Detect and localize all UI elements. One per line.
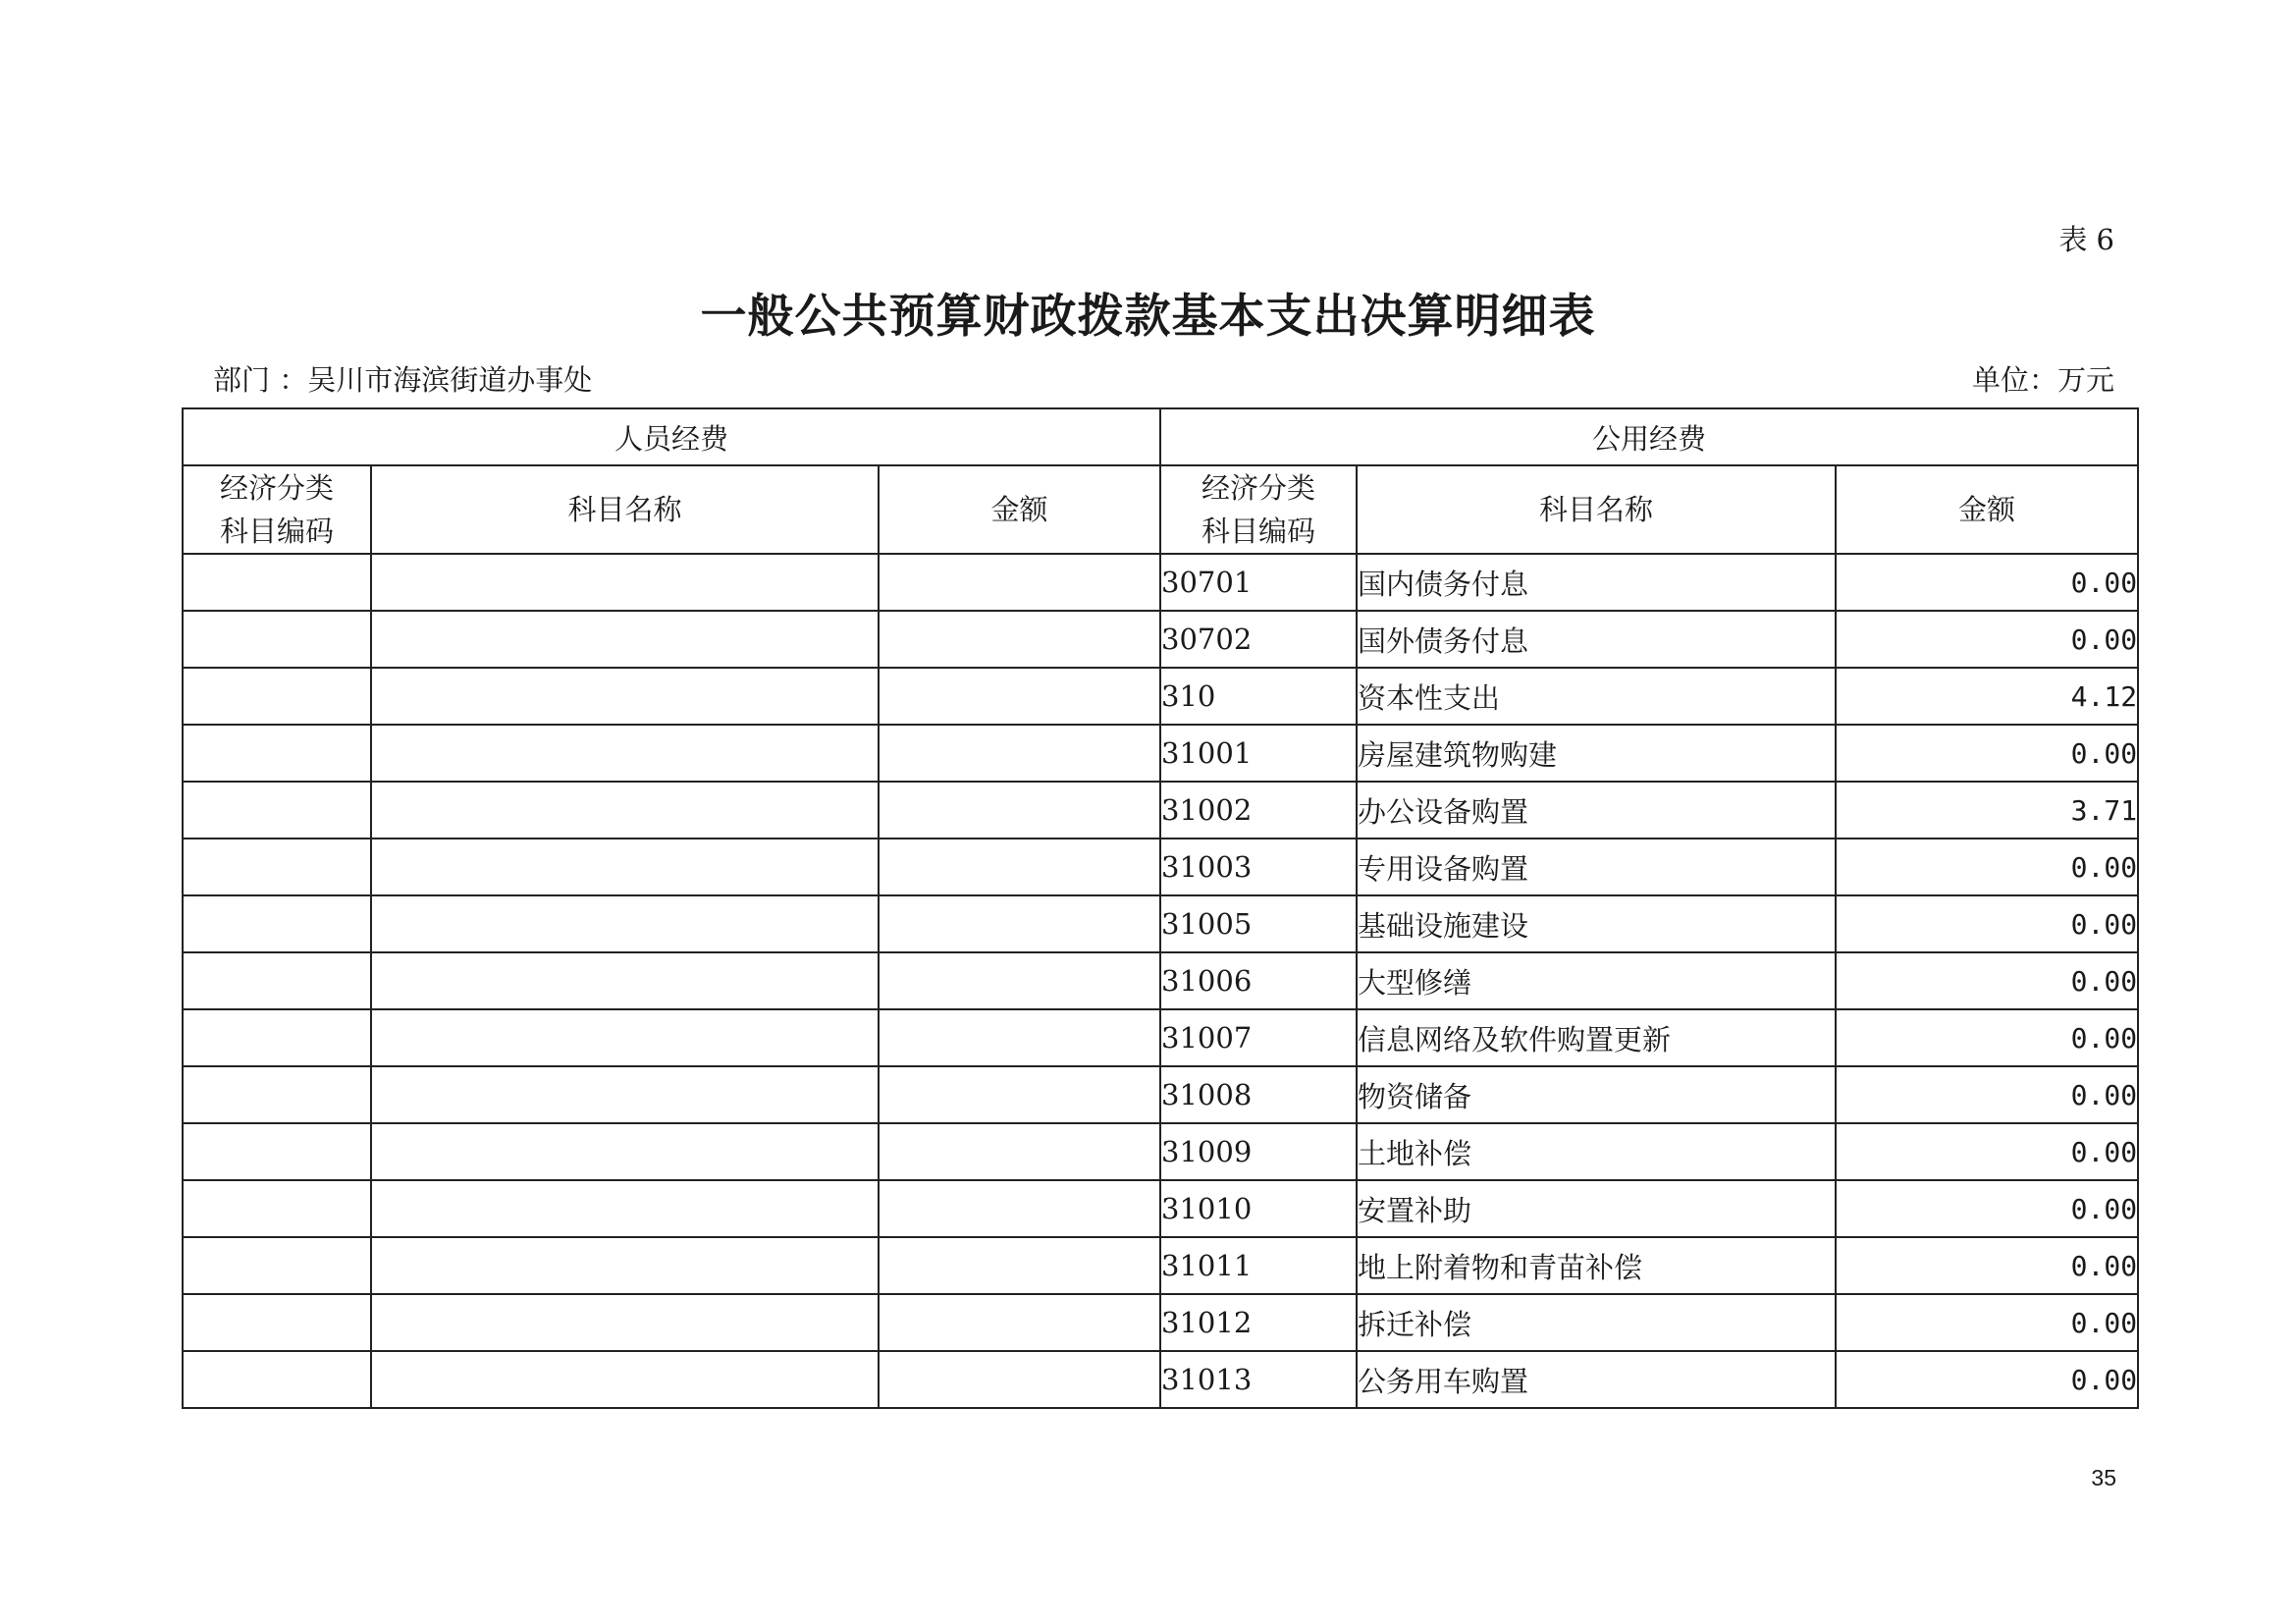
public-name-cell: 公务用车购置 [1357, 1351, 1836, 1408]
personnel-code-cell [183, 952, 371, 1009]
personnel-name-cell [371, 782, 879, 839]
public-amount-cell: 0.00 [1836, 611, 2138, 668]
public-code-cell: 31001 [1160, 725, 1357, 782]
public-name-cell: 信息网络及软件购置更新 [1357, 1009, 1836, 1066]
table-row [183, 1180, 2138, 1237]
personnel-amount-cell [879, 895, 1160, 952]
public-amount-cell: 0.00 [1836, 1351, 2138, 1408]
public-name-cell: 大型修缮 [1357, 952, 1836, 1009]
public-code-cell: 31012 [1160, 1294, 1357, 1351]
public-name-cell: 土地补偿 [1357, 1123, 1836, 1180]
public-name-cell: 国外债务付息 [1357, 611, 1836, 668]
public-name-cell: 地上附着物和青苗补偿 [1357, 1237, 1836, 1294]
public-code-cell: 30701 [1160, 554, 1357, 611]
table-row [183, 1009, 2138, 1066]
personnel-name-cell [371, 611, 879, 668]
personnel-code-cell [183, 1294, 371, 1351]
public-amount-cell: 0.00 [1836, 1180, 2138, 1237]
column-header-row [183, 465, 2138, 554]
public-amount-cell: 3.71 [1836, 782, 2138, 839]
personnel-amount-cell [879, 611, 1160, 668]
personnel-name-cell [371, 1066, 879, 1123]
table-row [183, 895, 2138, 952]
public-code-cell: 31011 [1160, 1237, 1357, 1294]
public-name-cell: 资本性支出 [1357, 668, 1836, 725]
public-amount-cell: 0.00 [1836, 1237, 2138, 1294]
code-header-line1: 经济分类 [1201, 471, 1316, 505]
personnel-name-cell [371, 554, 879, 611]
table-row [183, 611, 2138, 668]
public-name-cell: 国内债务付息 [1357, 554, 1836, 611]
table-row [183, 1066, 2138, 1123]
table-row [183, 1351, 2138, 1408]
personnel-amount-cell [879, 782, 1160, 839]
table-body [183, 554, 2138, 1408]
public-name-cell: 办公设备购置 [1357, 782, 1836, 839]
personnel-name-cell [371, 1180, 879, 1237]
personnel-code-cell [183, 725, 371, 782]
personnel-name-cell [371, 1237, 879, 1294]
page-title: 一般公共预算财政拨款基本支出决算明细表 [700, 290, 1596, 344]
public-amount-cell: 0.00 [1836, 839, 2138, 895]
personnel-amount-cell [879, 554, 1160, 611]
personnel-code-cell [183, 668, 371, 725]
group-header-row [183, 408, 2138, 465]
public-expense-header: 公用经费 [1160, 408, 2138, 465]
personnel-code-cell [183, 1180, 371, 1237]
personnel-code-cell [183, 611, 371, 668]
expenditure-detail-table [182, 407, 2139, 1409]
public-amount-cell: 0.00 [1836, 1294, 2138, 1351]
personnel-code-cell [183, 1351, 371, 1408]
public-amount-cell: 0.00 [1836, 1123, 2138, 1180]
personnel-code-cell [183, 895, 371, 952]
code-header-line1: 经济分类 [219, 471, 334, 505]
public-name-cell: 房屋建筑物购建 [1357, 725, 1836, 782]
personnel-code-cell [183, 554, 371, 611]
personnel-code-cell [183, 782, 371, 839]
personnel-name-cell [371, 895, 879, 952]
public-name-cell: 基础设施建设 [1357, 895, 1836, 952]
table-number: 表 6 [2058, 223, 2114, 256]
personnel-name-cell [371, 725, 879, 782]
personnel-name-cell [371, 1351, 879, 1408]
personnel-code-cell [183, 839, 371, 895]
personnel-name-cell [371, 1123, 879, 1180]
table-row [183, 1294, 2138, 1351]
table-row [183, 782, 2138, 839]
public-code-cell: 31006 [1160, 952, 1357, 1009]
public-code-cell: 31005 [1160, 895, 1357, 952]
public-amount-cell: 4.12 [1836, 668, 2138, 725]
personnel-name-cell [371, 668, 879, 725]
public-name-header: 科目名称 [1357, 465, 1836, 554]
personnel-amount-header: 金额 [879, 465, 1160, 554]
personnel-amount-cell [879, 1294, 1160, 1351]
table-row [183, 725, 2138, 782]
personnel-amount-cell [879, 725, 1160, 782]
personnel-amount-cell [879, 839, 1160, 895]
meta-row [213, 358, 2114, 400]
public-amount-cell: 0.00 [1836, 952, 2138, 1009]
public-code-cell: 30702 [1160, 611, 1357, 668]
public-amount-cell: 0.00 [1836, 725, 2138, 782]
page-number: 35 [2091, 1465, 2116, 1490]
table-row [183, 1123, 2138, 1180]
public-code-cell: 31008 [1160, 1066, 1357, 1123]
unit-label: 单位：万元 [1971, 363, 2114, 397]
public-code-cell: 31002 [1160, 782, 1357, 839]
public-code-cell: 31003 [1160, 839, 1357, 895]
personnel-name-cell [371, 1294, 879, 1351]
personnel-expense-header: 人员经费 [183, 408, 1160, 465]
table-row [183, 1237, 2138, 1294]
personnel-amount-cell [879, 1180, 1160, 1237]
personnel-amount-cell [879, 1351, 1160, 1408]
personnel-amount-cell [879, 1009, 1160, 1066]
public-amount-header: 金额 [1836, 465, 2138, 554]
table-row [183, 668, 2138, 725]
personnel-code-cell [183, 1237, 371, 1294]
personnel-amount-cell [879, 1066, 1160, 1123]
public-name-cell: 专用设备购置 [1357, 839, 1836, 895]
code-header-line2: 科目编码 [219, 514, 334, 548]
personnel-amount-cell [879, 952, 1160, 1009]
public-code-cell: 31010 [1160, 1180, 1357, 1237]
public-code-cell: 31007 [1160, 1009, 1357, 1066]
table-row [183, 839, 2138, 895]
public-amount-cell: 0.00 [1836, 1009, 2138, 1066]
department-label: 部门 ：吴川市海滨街道办事处 [213, 363, 593, 397]
personnel-code-cell [183, 1066, 371, 1123]
personnel-code-cell [183, 1009, 371, 1066]
public-name-cell: 安置补助 [1357, 1180, 1836, 1237]
public-amount-cell: 0.00 [1836, 1066, 2138, 1123]
personnel-amount-cell [879, 1237, 1160, 1294]
personnel-name-cell [371, 1009, 879, 1066]
personnel-code-header [183, 465, 371, 554]
personnel-code-cell [183, 1123, 371, 1180]
personnel-amount-cell [879, 668, 1160, 725]
public-name-cell: 拆迁补偿 [1357, 1294, 1836, 1351]
personnel-name-header: 科目名称 [371, 465, 879, 554]
personnel-amount-cell [879, 1123, 1160, 1180]
personnel-name-cell [371, 952, 879, 1009]
table-row [183, 952, 2138, 1009]
public-code-cell: 31013 [1160, 1351, 1357, 1408]
public-name-cell: 物资储备 [1357, 1066, 1836, 1123]
table-row [183, 554, 2138, 611]
public-amount-cell: 0.00 [1836, 554, 2138, 611]
public-code-cell: 31009 [1160, 1123, 1357, 1180]
code-header-line2: 科目编码 [1201, 514, 1316, 548]
public-code-cell: 310 [1160, 668, 1357, 725]
public-code-header [1160, 465, 1357, 554]
public-amount-cell: 0.00 [1836, 895, 2138, 952]
personnel-name-cell [371, 839, 879, 895]
